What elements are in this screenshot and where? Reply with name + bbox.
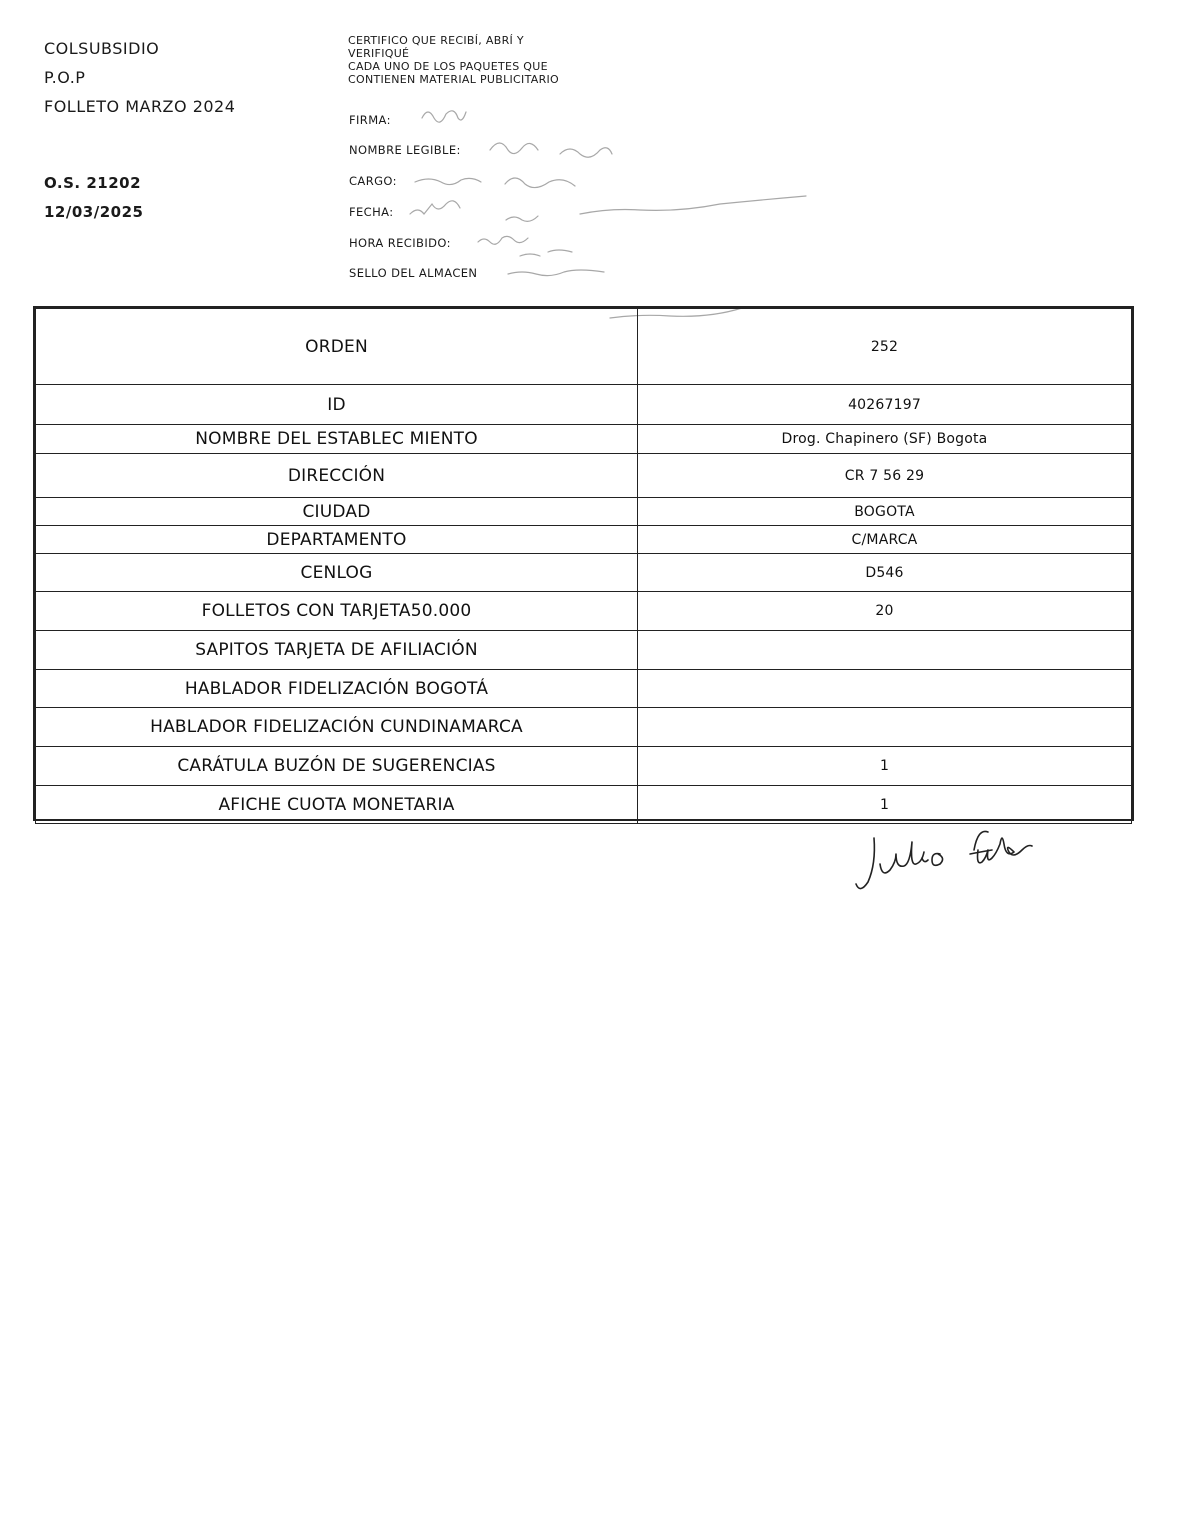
row-value-direccion: CR 7 56 29 [638, 454, 1132, 498]
table-row [36, 425, 1132, 454]
row-value-folletos: 20 [638, 592, 1132, 631]
row-label-folletos: FOLLETOS CON TARJETA50.000 [36, 592, 638, 631]
row-label-hablador-cundinamarca: HABLADOR FIDELIZACIÓN CUNDINAMARCA [36, 708, 638, 747]
row-label-direccion: DIRECCIÓN [36, 454, 638, 498]
row-value-afiche: 1 [638, 786, 1132, 824]
sello-almacen-label: SELLO DEL ALMACEN [349, 266, 478, 280]
row-label-id: ID [36, 385, 638, 425]
table-row [36, 385, 1132, 425]
table-row [36, 554, 1132, 592]
certificate-line: CONTIENEN MATERIAL PUBLICITARIO [348, 73, 560, 86]
row-label-caratula: CARÁTULA BUZÓN DE SUGERENCIAS [36, 747, 638, 786]
folleto-label: FOLLETO MARZO 2024 [44, 97, 236, 116]
cargo-label: CARGO: [349, 174, 397, 188]
table-row [36, 309, 1132, 385]
hora-recibido-label: HORA RECIBIDO: [349, 236, 451, 250]
row-label-afiche: AFICHE CUOTA MONETARIA [36, 786, 638, 824]
certificate-line: CADA UNO DE LOS PAQUETES QUE [348, 60, 548, 73]
table-row [36, 526, 1132, 554]
os-date: 12/03/2025 [44, 203, 144, 221]
table-row [36, 747, 1132, 786]
row-value-establecimiento: Drog. Chapinero (SF) Bogota [638, 425, 1132, 454]
row-label-hablador-bogota: HABLADOR FIDELIZACIÓN BOGOTÁ [36, 670, 638, 708]
row-label-cenlog: CENLOG [36, 554, 638, 592]
row-label-sapitos: SAPITOS TARJETA DE AFILIACIÓN [36, 631, 638, 670]
os-number: O.S. 21202 [44, 174, 142, 192]
certificate-line: VERIFIQUÉ [348, 47, 410, 60]
table-row [36, 454, 1132, 498]
row-value-id: 40267197 [638, 385, 1132, 425]
certificate-line: CERTIFICO QUE RECIBÍ, ABRÍ Y [348, 34, 524, 47]
delivery-table-grid [35, 308, 1132, 824]
table-row [36, 786, 1132, 824]
row-value-cenlog: D546 [638, 554, 1132, 592]
table-row [36, 592, 1132, 631]
table-row [36, 498, 1132, 526]
delivery-table [33, 306, 1134, 821]
company-name: COLSUBSIDIO [44, 39, 160, 58]
row-value-caratula: 1 [638, 747, 1132, 786]
row-label-orden: ORDEN [36, 309, 638, 385]
row-label-ciudad: CIUDAD [36, 498, 638, 526]
row-value-hablador-cundinamarca [638, 708, 1132, 747]
table-row [36, 708, 1132, 747]
table-row [36, 631, 1132, 670]
nombre-legible-label: NOMBRE LEGIBLE: [349, 143, 461, 157]
row-value-ciudad: BOGOTA [638, 498, 1132, 526]
row-label-establecimiento: NOMBRE DEL ESTABLEC MIENTO [36, 425, 638, 454]
row-value-sapitos [638, 631, 1132, 670]
handwritten-signature [852, 820, 1052, 900]
table-row [36, 670, 1132, 708]
row-value-departamento: C/MARCA [638, 526, 1132, 554]
row-label-departamento: DEPARTAMENTO [36, 526, 638, 554]
pop-label: P.O.P [44, 68, 86, 87]
firma-label: FIRMA: [349, 113, 391, 127]
row-value-hablador-bogota [638, 670, 1132, 708]
fecha-label: FECHA: [349, 205, 394, 219]
faint-handwriting-marks [0, 0, 1183, 320]
row-value-orden: 252 [638, 309, 1132, 385]
